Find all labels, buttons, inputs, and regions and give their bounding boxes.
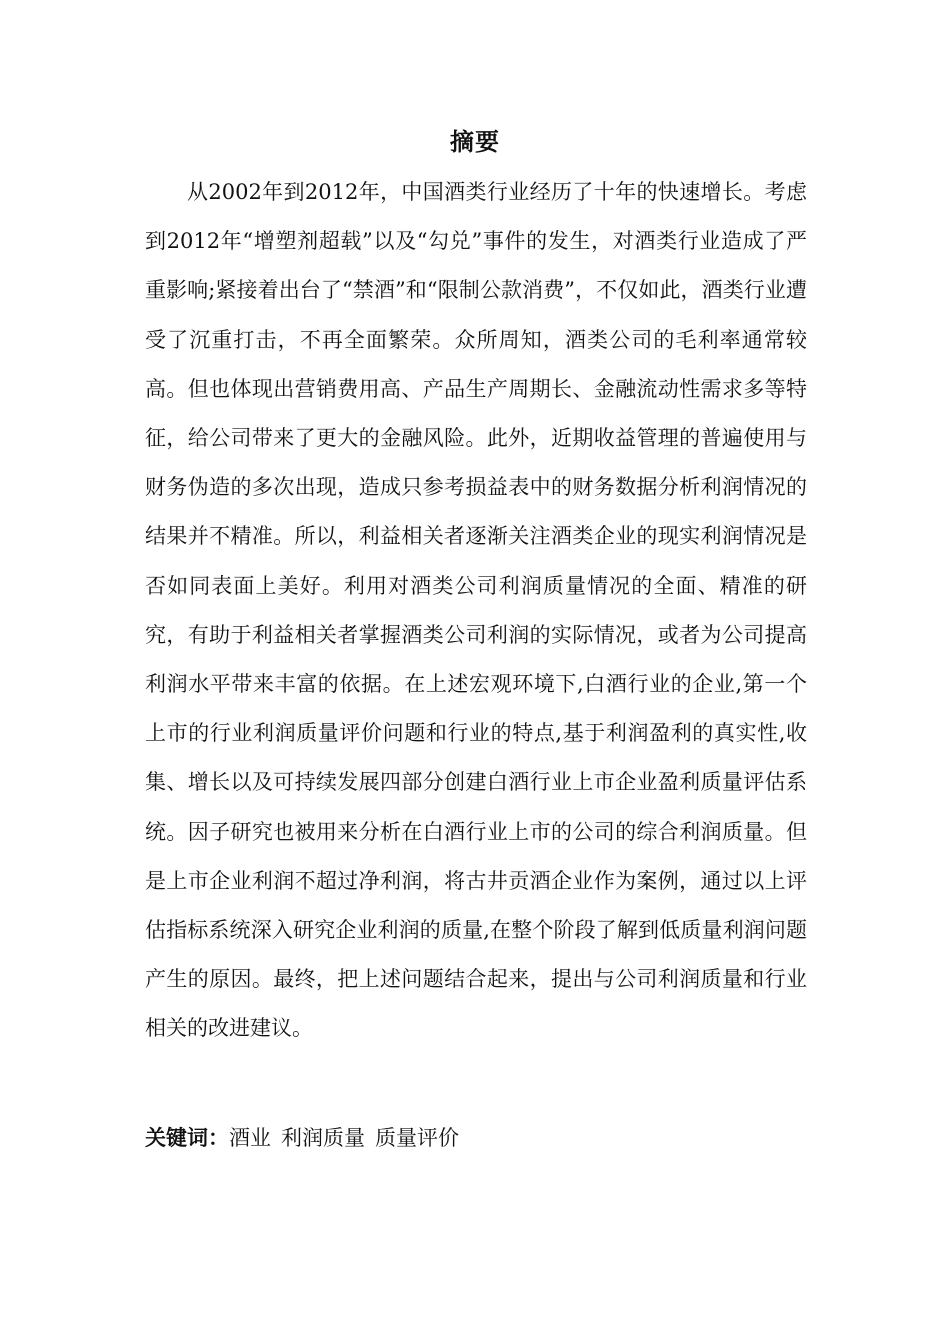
keyword-item: 利润质量: [281, 1126, 365, 1150]
keywords-label: 关键词：: [145, 1126, 229, 1150]
keyword-item: 质量评价: [375, 1126, 459, 1150]
abstract-title: 摘要: [450, 128, 500, 156]
keywords-line: [145, 1116, 807, 1160]
keyword-item: 酒业: [229, 1126, 271, 1150]
abstract-body: 从2002年到2012年，中国酒类行业经历了十年的快速增长。考虑到2012年“增塑剂超载”以及“勾兑”事件的发生，对酒类行业造成了严重影响;紧接着出台了“禁酒”和“限制公款消费”，不仅如此，酒类行业遭受了沉重打击，不再全面繁荣。众所周知，酒类公司的毛利率通常较高。但也体现出营销费用高、产品生产周期长、金融流动性需求多等特征，给公司带来了更大的金融风险。此外，近期收益管理的普遍使用与财务伪造的多次出现，造成只参考损益表中的财务数据分析利润情况的结果并不精准。所以，利益相关者逐渐关注酒类企业的现实利润情况是否如同表面上美好。利用对酒类公司利润质量情况的全面、精准的研究，有助于利益相关者掌握酒类公司利润的实际情况，或者为公司提高利润水平带来丰富的依据。在上述宏观环境下,白酒行业的企业,第一个上市的行业利润质量评价问题和行业的特点,基于利润盈利的真实性,收集、增长以及可持续发展四部分创建白酒行业上市企业盈利质量评估系统。因子研究也被用来分析在白酒行业上市的公司的综合利润质量。但是上市企业利润不超过净利润，将古井贡酒企业作为案例，通过以上评估指标系统深入研究企业利润的质量,在整个阶段了解到低质量利润问题产生的原因。最终，把上述问题结合起来，提出与公司利润质量和行业相关的改进建议。: [145, 180, 807, 1041]
